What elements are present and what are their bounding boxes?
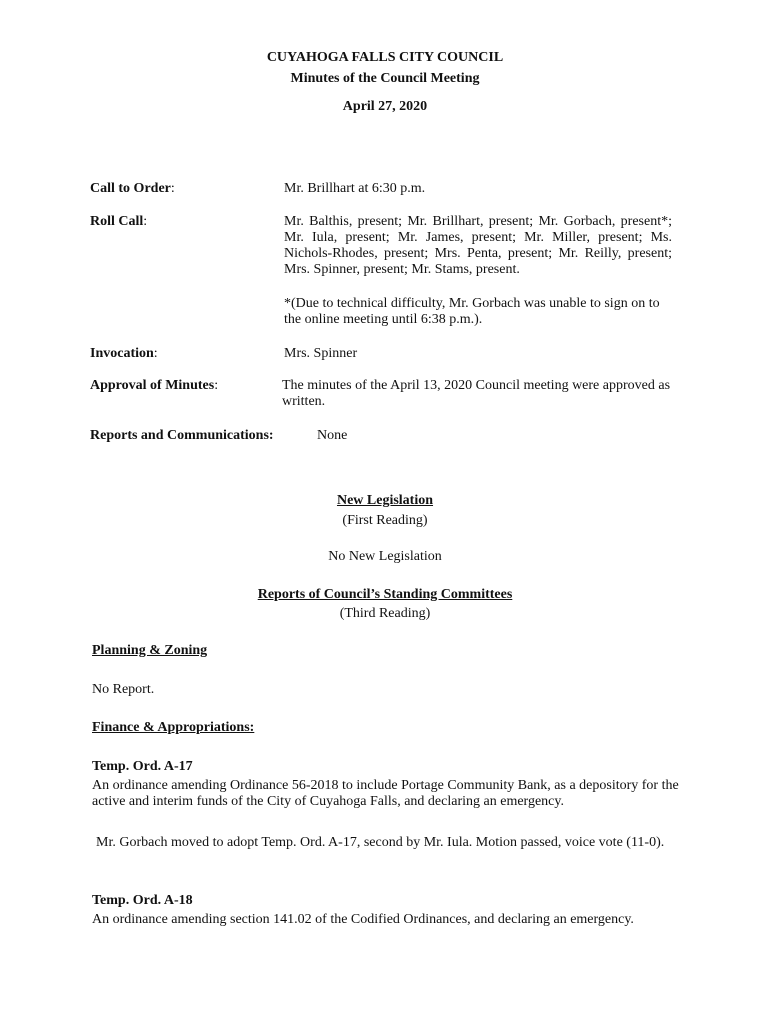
call-to-order-colon: : — [170, 181, 175, 196]
invocation-value: Mrs. Spinner — [284, 346, 358, 361]
ordinance-a17-motion: Mr. Gorbach moved to adopt Temp. Ord. A-17, second by Mr. Iula. Motion passed, voice vote (11-0). — [96, 835, 665, 850]
ordinance-a17-description: An ordinance amending Ordinance 56-2018 to include Portage Community Bank, as a depository for the active and interim funds of the City of Cuyahoga Falls, and declaring an emergency. — [92, 778, 679, 809]
document-title: CUYAHOGA FALLS CITY COUNCIL — [266, 50, 504, 65]
approval-of-minutes-label — [90, 378, 218, 394]
new-legislation-subtitle: (First Reading) — [342, 513, 428, 528]
ordinance-a17-heading: Temp. Ord. A-17 — [92, 759, 193, 774]
document-subtitle: Minutes of the Council Meeting — [290, 71, 480, 86]
approval-of-minutes-colon: : — [214, 378, 219, 393]
ordinance-a18-heading: Temp. Ord. A-18 — [92, 893, 193, 908]
standing-committees-title-text: Reports of Council’s Standing Committees — [257, 587, 513, 602]
approval-of-minutes-label-text: Approval of Minutes — [90, 378, 215, 393]
new-legislation-body: No New Legislation — [328, 549, 442, 564]
invocation-label-text: Invocation — [90, 346, 154, 361]
approval-of-minutes-value: The minutes of the April 13, 2020 Council meeting were approved as written. — [282, 378, 671, 409]
call-to-order-label-text: Call to Order — [90, 181, 171, 196]
meeting-date: April 27, 2020 — [342, 99, 428, 114]
call-to-order-label — [90, 181, 175, 197]
roll-call-label-text: Roll Call — [90, 214, 144, 229]
new-legislation-title — [0, 493, 770, 509]
invocation-colon: : — [153, 346, 158, 361]
roll-call-value: Mr. Balthis, present; Mr. Brillhart, present; Mr. Gorbach, present*; Mr. Iula, present; Mr. James, present; Mr. Miller, present; Ms. Nichols-Rhodes, present; Mrs. Penta, present; Mr. Reilly, present; Mrs. Spinner, present; Mr. Stams, present. — [284, 214, 672, 277]
roll-call-label — [90, 214, 147, 230]
roll-call-note: *(Due to technical difficulty, Mr. Gorbach was unable to sign on to the online meeting until 6:38 p.m.). — [284, 296, 660, 327]
reports-communications-label: Reports and Communications: — [90, 428, 274, 443]
planning-zoning-heading: Planning & Zoning — [92, 643, 208, 658]
standing-committees-subtitle: (Third Reading) — [339, 606, 431, 621]
new-legislation-title-text: New Legislation — [336, 493, 434, 508]
finance-heading: Finance & Appropriations: — [92, 720, 255, 735]
standing-committees-title — [0, 587, 770, 603]
call-to-order-value: Mr. Brillhart at 6:30 p.m. — [284, 181, 426, 196]
invocation-label — [90, 346, 158, 362]
ordinance-a18-description: An ordinance amending section 141.02 of the Codified Ordinances, and declaring an emergency. — [92, 912, 634, 927]
reports-communications-value: None — [317, 428, 348, 443]
roll-call-colon: : — [143, 214, 148, 229]
planning-zoning-body: No Report. — [92, 682, 155, 697]
